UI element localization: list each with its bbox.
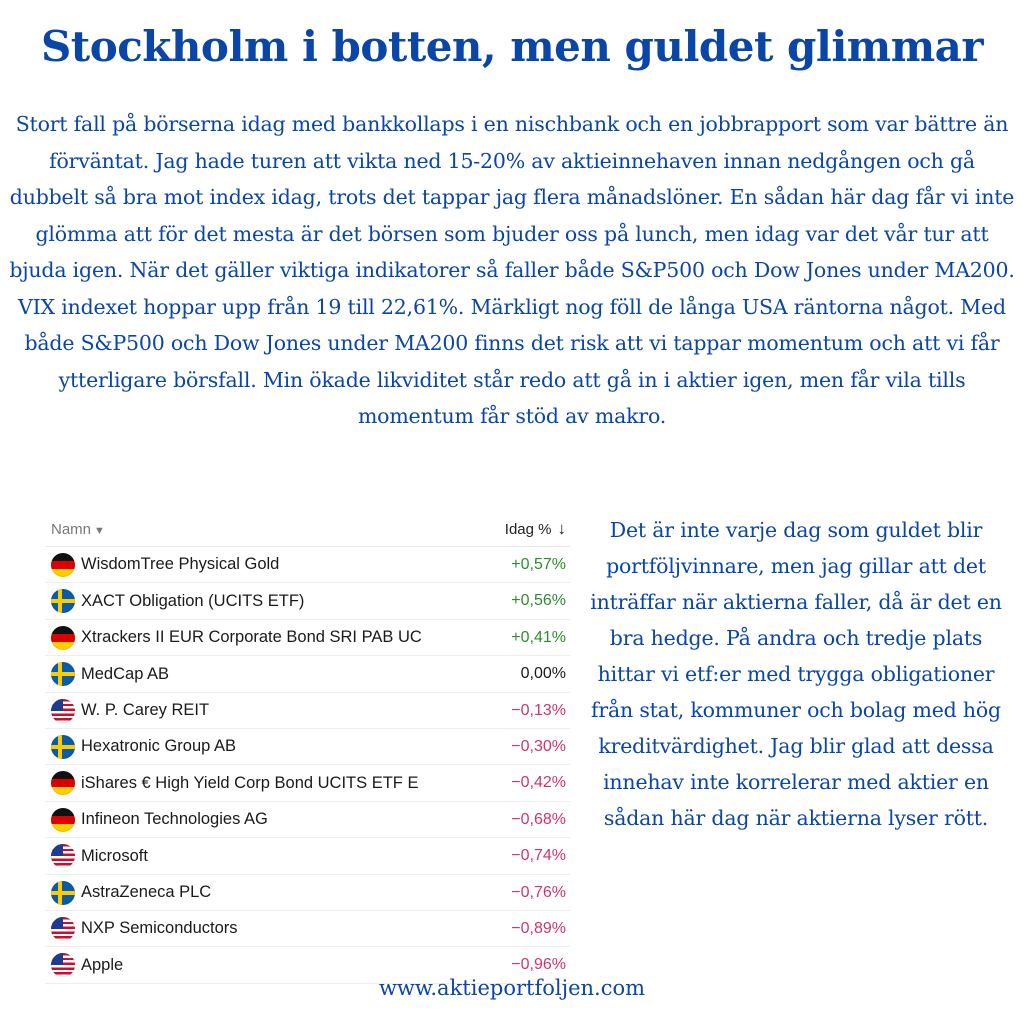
- table-row[interactable]: [45, 693, 570, 729]
- column-header-name-label: Namn: [51, 520, 92, 538]
- footer-url[interactable]: www.aktieportfoljen.com: [378, 976, 646, 1000]
- holding-change-pct: −0,30%: [511, 737, 566, 755]
- holdings-table: [45, 512, 570, 984]
- table-row[interactable]: [45, 766, 570, 802]
- table-row[interactable]: [45, 548, 570, 584]
- holding-name: AstraZeneca PLC: [81, 883, 212, 901]
- holding-change-pct: +0,56%: [511, 592, 566, 610]
- sweden-flag-icon: [51, 735, 75, 759]
- table-body: [45, 548, 570, 984]
- holding-name: Apple: [81, 955, 124, 974]
- holding-change-pct: −0,89%: [511, 919, 566, 937]
- usa-flag-icon: [51, 699, 75, 723]
- table-row[interactable]: [45, 802, 570, 838]
- side-paragraph: Det är inte varje dag som guldet blir portföljvinnare, men jag gillar att det inträffar när aktierna faller, då är det en bra hedge. På andra och tredje plats hittar vi etf:er med trygga obligationer från stat, kommuner och bolag med hög kreditvärdighet. Jag blir glad att dessa innehav inte korrelerar med aktier en sådan här dag när aktierna lyser rött.: [590, 518, 1002, 830]
- holding-name: Xtrackers II EUR Corporate Bond SRI PAB UC: [81, 628, 422, 647]
- column-header-name[interactable]: [45, 521, 505, 538]
- holding-change-pct: −0,42%: [511, 774, 566, 792]
- table-row[interactable]: [45, 730, 570, 766]
- usa-flag-icon: [51, 844, 75, 868]
- column-header-pct-label: Idag %: [504, 521, 552, 538]
- germany-flag-icon: [51, 626, 75, 650]
- table-header: [45, 512, 570, 547]
- holding-change-pct: −0,96%: [511, 956, 566, 974]
- germany-flag-icon: [51, 553, 75, 577]
- table-row[interactable]: [45, 657, 570, 693]
- chevron-down-icon: ▼: [94, 524, 105, 537]
- holding-name: MedCap AB: [81, 664, 170, 683]
- holding-change-pct: +0,41%: [511, 628, 566, 646]
- holding-change-pct: −0,68%: [511, 810, 566, 828]
- germany-flag-icon: [51, 771, 75, 795]
- holding-name: Hexatronic Group AB: [81, 737, 236, 756]
- usa-flag-icon: [51, 917, 75, 941]
- table-row[interactable]: [45, 620, 570, 656]
- germany-flag-icon: [51, 808, 75, 832]
- table-row[interactable]: [45, 839, 570, 875]
- holding-name: WisdomTree Physical Gold: [81, 555, 280, 574]
- holding-name: W. P. Carey REIT: [81, 701, 210, 720]
- sweden-flag-icon: [51, 662, 75, 686]
- holding-change-pct: +0,57%: [511, 555, 566, 573]
- table-row[interactable]: [45, 584, 570, 620]
- page-title: Stockholm i botten, men guldet glimmar: [40, 22, 984, 71]
- usa-flag-icon: [51, 953, 75, 977]
- table-row[interactable]: [45, 875, 570, 911]
- holding-name: XACT Obligation (UCITS ETF): [81, 591, 305, 610]
- table-row[interactable]: [45, 912, 570, 948]
- holding-change-pct: 0,00%: [520, 665, 566, 683]
- column-header-pct[interactable]: [505, 519, 570, 539]
- holding-change-pct: −0,74%: [511, 847, 566, 865]
- holding-name: NXP Semiconductors: [81, 919, 238, 938]
- holding-name: iShares € High Yield Corp Bond UCITS ETF E: [81, 773, 419, 792]
- holding-name: Microsoft: [81, 846, 148, 865]
- holding-change-pct: −0,13%: [511, 701, 566, 719]
- holding-change-pct: −0,76%: [511, 883, 566, 901]
- intro-paragraph: Stort fall på börserna idag med bankkollaps i en nischbank och en jobbrapport som var bättre än förväntat. Jag hade turen att vikta ned 15-20% av aktieinnehaven innan nedgången och gå dubbelt så bra mot index idag, trots det tappar jag flera månadslöner. En sådan här dag får vi inte glömma att för det mesta är det börsen som bjuder oss på lunch, men idag var det vår tur att bjuda igen. När det gäller viktiga indikatorer så faller både S&P500 och Dow Jones under MA200. VIX indexet hoppar upp från 19 till 22,61%. Märkligt nog föll de långa USA räntorna något. Med både S&P500 och Dow Jones under MA200 finns det risk att vi tappar momentum och att vi får ytterligare börsfall. Min ökade likviditet står redo att gå in i aktier igen, men får vila tills momentum får stöd av makro.: [9, 112, 1015, 428]
- sweden-flag-icon: [51, 881, 75, 905]
- sweden-flag-icon: [51, 589, 75, 613]
- holding-name: Infineon Technologies AG: [81, 810, 268, 829]
- arrow-down-icon: ↓: [557, 519, 566, 538]
